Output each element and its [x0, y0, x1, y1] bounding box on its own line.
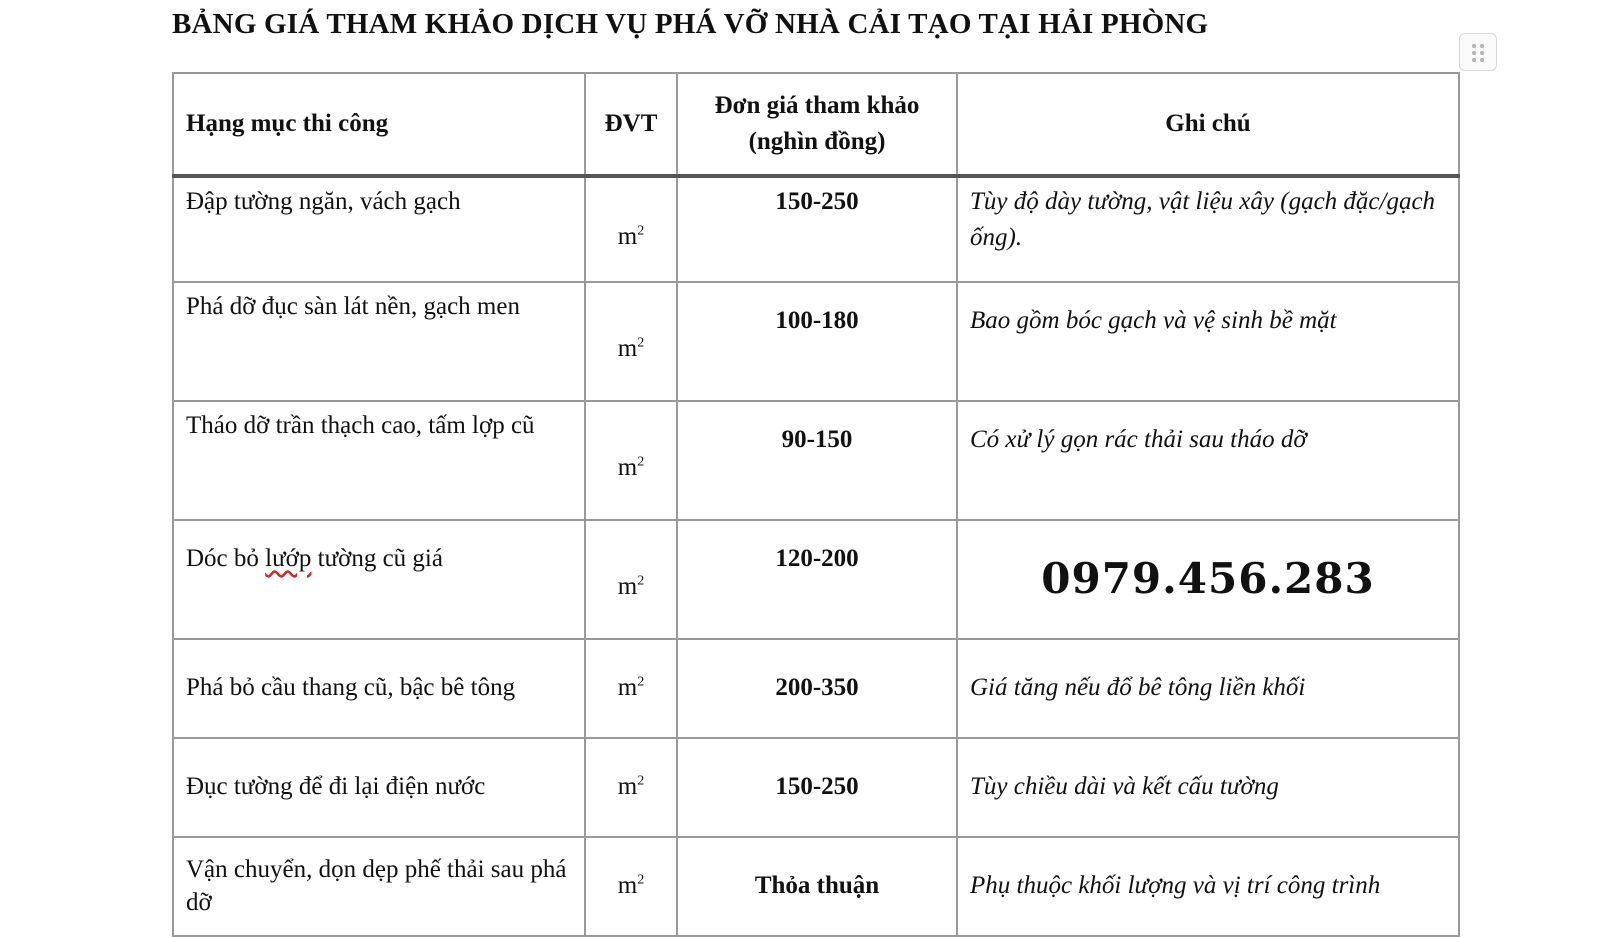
header-price	[677, 73, 957, 176]
header-unit: ĐVT	[585, 73, 677, 176]
row-item: Đục tường để đi lại điện nước	[173, 738, 585, 837]
unit-text: m	[617, 872, 638, 900]
row-item-misspelled-word: lướp	[265, 545, 312, 572]
row-item: Tháo dỡ trần thạch cao, tấm lợp cũ	[173, 401, 585, 520]
table-row	[173, 738, 1459, 837]
row-unit	[585, 639, 677, 738]
unit-text: m	[617, 573, 638, 601]
header-note: Ghi chú	[957, 73, 1459, 176]
row-unit	[585, 738, 677, 837]
table-row	[173, 639, 1459, 738]
row-item-part2: tường cũ giá	[311, 545, 443, 572]
row-note: Tùy độ dày tường, vật liệu xây (gạch đặc/gạch ống).	[957, 176, 1459, 282]
row-note: Phụ thuộc khối lượng và vị trí công trình	[957, 837, 1459, 936]
table-row	[173, 837, 1459, 936]
unit-superscript: 2	[637, 574, 645, 590]
row-price: 150-250	[677, 176, 957, 282]
drag-handle-icon	[1471, 43, 1485, 63]
header-item: Hạng mục thi công	[173, 73, 585, 176]
row-note-phone-number: 0979.456.283	[957, 520, 1459, 639]
table-row	[173, 176, 1459, 282]
row-price: 150-250	[677, 738, 957, 837]
unit-superscript: 2	[637, 675, 645, 691]
row-unit	[585, 282, 677, 401]
row-item: Phá bỏ cầu thang cũ, bậc bê tông	[173, 639, 585, 738]
table-header-row	[173, 73, 1459, 176]
row-price: 200-350	[677, 639, 957, 738]
row-note: Tùy chiều dài và kết cấu tường	[957, 738, 1459, 837]
unit-text: m	[617, 773, 638, 801]
header-price-line2: (nghìn đồng)	[748, 128, 886, 155]
row-note: Giá tăng nếu đổ bê tông liền khối	[957, 639, 1459, 738]
unit-superscript: 2	[637, 224, 645, 240]
document-title: BẢNG GIÁ THAM KHẢO DỊCH VỤ PHÁ VỠ NHÀ CẢI TẠO TẠI HẢI PHÒNG	[172, 8, 1209, 40]
row-item: Phá dỡ đục sàn lát nền, gạch men	[173, 282, 585, 401]
row-item-part1: Dóc bỏ	[186, 545, 266, 572]
header-price-line1: Đơn giá tham khảo	[714, 91, 920, 119]
price-table	[172, 72, 1460, 937]
unit-text: m	[617, 674, 638, 702]
row-price: 120-200	[677, 520, 957, 639]
row-unit	[585, 176, 677, 282]
row-unit	[585, 837, 677, 936]
row-item: Đập tường ngăn, vách gạch	[173, 176, 585, 282]
row-price: Thỏa thuận	[677, 837, 957, 936]
unit-text: m	[617, 454, 638, 482]
unit-superscript: 2	[637, 336, 645, 352]
unit-superscript: 2	[637, 774, 645, 790]
row-price: 90-150	[677, 401, 957, 520]
row-unit	[585, 401, 677, 520]
row-note: Có xử lý gọn rác thải sau tháo dỡ	[957, 401, 1459, 520]
row-note: Bao gồm bóc gạch và vệ sinh bề mặt	[957, 282, 1459, 401]
unit-superscript: 2	[637, 455, 645, 471]
unit-text: m	[617, 223, 638, 251]
row-price: 100-180	[677, 282, 957, 401]
row-unit	[585, 520, 677, 639]
table-row	[173, 282, 1459, 401]
table-row	[173, 520, 1459, 639]
table-drag-handle[interactable]	[1459, 33, 1497, 71]
unit-text: m	[617, 335, 638, 363]
table-row	[173, 401, 1459, 520]
row-item	[173, 520, 585, 639]
row-item: Vận chuyển, dọn dẹp phế thải sau phá dỡ	[173, 837, 585, 936]
unit-superscript: 2	[637, 873, 645, 889]
